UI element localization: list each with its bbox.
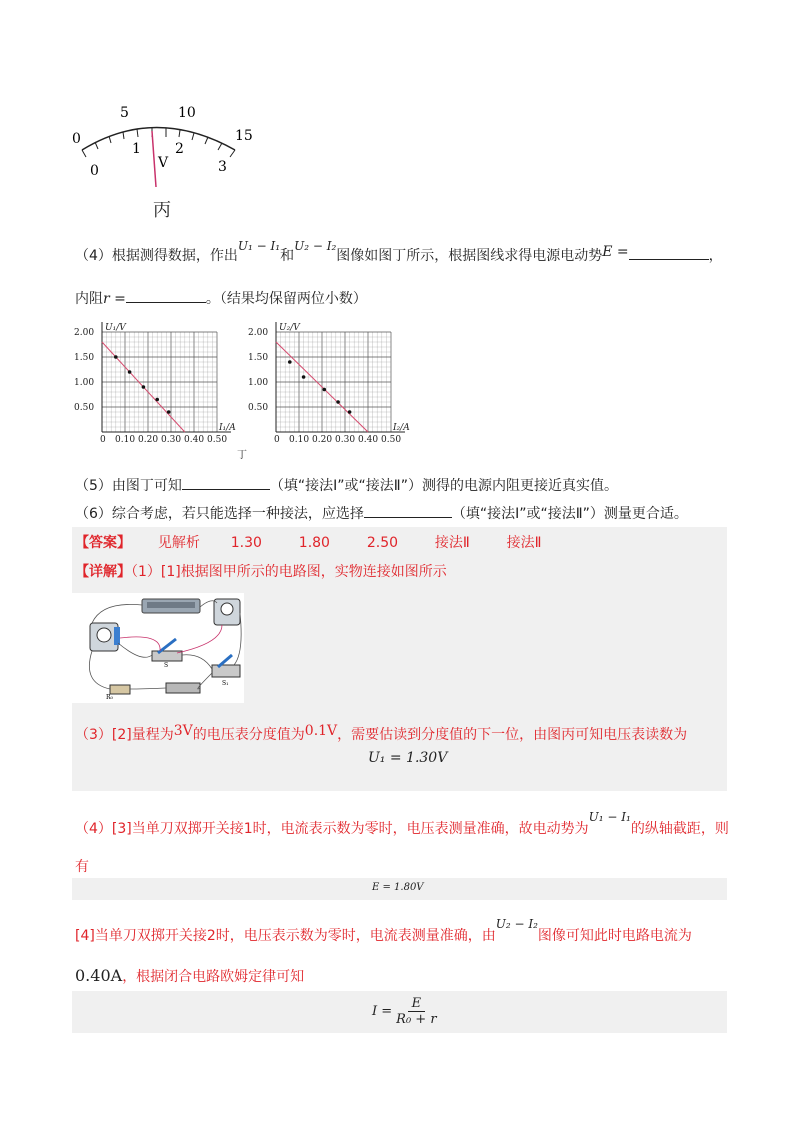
circuit-label-s1: S₁: [222, 680, 229, 687]
detail-4-line-2: 有: [75, 859, 89, 875]
graph-caption: 丁: [237, 450, 247, 461]
dial-upper-15: 15: [235, 128, 253, 144]
dial-upper-0: 0: [72, 131, 81, 147]
dial-lower-2: 2: [175, 141, 184, 157]
question-4-line-1: （4）根据测得数据，作出U₁ − I₁和U₂ − I₂图像如图丁所示，根据图线求得电源电动势E = ，: [75, 239, 723, 264]
expr-u2-i2: U₂ − I₂: [294, 239, 337, 253]
x-tick-label: 0.20: [138, 435, 159, 442]
detail-4-line-1: （4）[3]当单刀双掷开关接1时，电流表示数为零时，电压表测量准确，故电动势为U₁ − I₁的纵轴截距，则: [75, 810, 729, 837]
y-tick-label: 2.00: [74, 328, 95, 338]
answer-item: 1.80: [298, 535, 330, 551]
data-point: [323, 388, 327, 392]
x-tick-label: 0.20: [312, 435, 333, 442]
detail-4b-line-1: [4]当单刀双掷开关接2时，电压表示数为零时，电流表测量准确，由U₂ − I₂图像可知此时电路电流为: [75, 917, 692, 944]
x-tick-label: 0.40: [184, 435, 205, 442]
dial-upper-10: 10: [178, 105, 196, 121]
answer-blank-r[interactable]: [126, 288, 206, 303]
x-tick-label: 0.10: [289, 435, 310, 442]
detail-4b-line-2: 0.40A，根据闭合电路欧姆定律可知: [75, 966, 305, 985]
formula-e: E = 1.80V: [372, 882, 424, 893]
data-point: [155, 398, 159, 402]
chart-grid: [102, 332, 217, 432]
answer-line: 【答案】 见解析 1.30 1.80 2.50 接法Ⅱ 接法Ⅱ: [75, 535, 542, 551]
formula-u1: U₁ = 1.30V: [368, 750, 448, 766]
y-tick-label: 1.00: [248, 378, 269, 388]
detail-line: 【详解】（1）[1]根据图甲所示的电路图，实物连接如图所示: [75, 564, 447, 580]
x-axis-label: I₁/A: [219, 423, 236, 433]
data-point: [128, 370, 132, 374]
data-point: [114, 355, 118, 359]
circuit-label-r0: R₀: [106, 694, 113, 701]
y-tick-label: 0.50: [248, 403, 269, 413]
chart-grid: [276, 332, 391, 432]
answer-blank-q6[interactable]: [364, 503, 452, 518]
origin-label: 0: [100, 435, 106, 442]
dial-needle: [152, 131, 156, 187]
answer-blank-q5[interactable]: [182, 475, 270, 490]
answer-item: 2.50: [366, 535, 399, 551]
x-axis-label: I₂/A: [393, 423, 410, 433]
circuit-photo: [72, 593, 244, 703]
data-point: [167, 410, 171, 414]
y-tick-label: 1.00: [74, 378, 95, 388]
x-tick-label: 0.30: [161, 435, 182, 442]
question-5: （5）由图丁可知 （填“接法Ⅰ”或“接法Ⅱ”）测得的电源内阻更接近真实值。: [75, 475, 618, 495]
data-point: [336, 400, 340, 404]
formula-i: I = $\frac{E}{\text{R₀ + r}}$: [372, 996, 437, 1027]
dial-lower-1: 1: [132, 141, 141, 157]
data-point: [288, 360, 292, 364]
dial-lower-0: 0: [90, 163, 99, 179]
answer-item: 见解析: [157, 535, 200, 551]
y-tick-label: 1.50: [248, 353, 269, 363]
circuit-label-s: S: [164, 662, 169, 669]
dial-unit: V: [158, 155, 169, 171]
data-point: [142, 385, 146, 389]
origin-label: 0: [274, 435, 280, 442]
expr-u1-i1: U₁ − I₁: [237, 239, 281, 253]
graph-u1-i1: [72, 312, 252, 442]
x-tick-label: 0.40: [358, 435, 379, 442]
meter-caption: 丙: [153, 200, 171, 221]
answer-item: 1.30: [230, 535, 262, 551]
dial-upper-5: 5: [120, 105, 129, 121]
data-point: [348, 410, 352, 414]
answer-blank-e[interactable]: [629, 245, 709, 260]
x-tick-label: 0.50: [381, 435, 402, 442]
x-tick-label: 0.50: [207, 435, 228, 442]
detail-3-line: （3）[2]量程为3V的电压表分度值为0.1V，需要估读到分度值的下一位，由图丙可知电压表读数为: [75, 723, 688, 743]
question-4-line-2: 内阻r = 。（结果均保留两位小数）: [75, 288, 367, 308]
y-tick-label: 1.50: [74, 353, 95, 363]
y-tick-label: 0.50: [74, 403, 95, 413]
answer-item: 接法Ⅱ: [434, 535, 470, 551]
x-tick-label: 0.30: [335, 435, 356, 442]
dial-lower-3: 3: [218, 159, 227, 175]
y-axis-label: U₁/V: [105, 323, 126, 333]
x-tick-label: 0.10: [115, 435, 136, 442]
data-point: [302, 375, 306, 379]
answer-item: 接法Ⅱ: [506, 535, 542, 551]
graph-u2-i2: [246, 312, 431, 442]
y-tick-label: 2.00: [248, 328, 269, 338]
question-6: （6）综合考虑，若只能选择一种接法，应选择 （填“接法Ⅰ”或“接法Ⅱ”）测量更合适。: [75, 503, 688, 523]
y-axis-label: U₂/V: [279, 323, 300, 333]
